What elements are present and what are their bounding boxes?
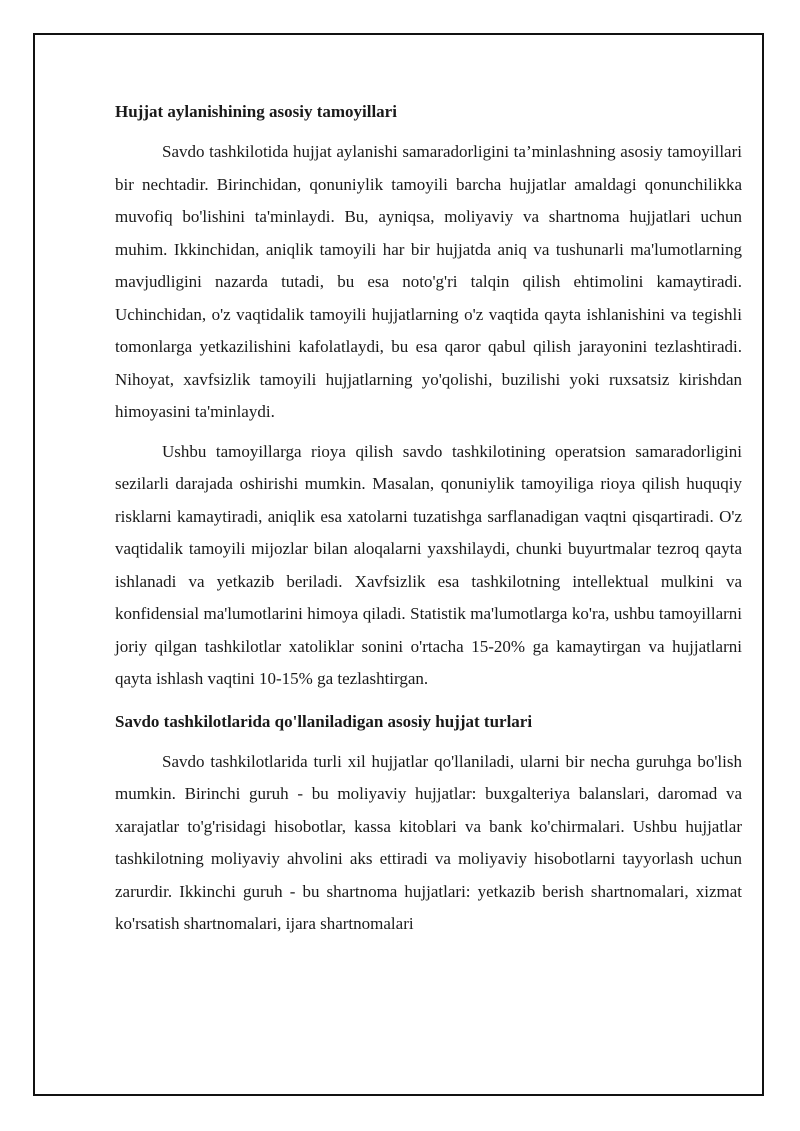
section-heading-document-types: Savdo tashkilotlarida qo'llaniladigan asosiy hujjat turlari bbox=[115, 711, 533, 731]
document-body bbox=[115, 96, 742, 948]
section-heading-principles: Hujjat aylanishining asosiy tamoyillari bbox=[115, 102, 397, 121]
paragraph: Savdo tashkilotida hujjat aylanishi samaradorligini ta’minlashning asosiy tamoyillari bir nechtadir. Birinchidan, qonuniylik tamoyili barcha hujjatlar amaldagi qonunchilikka muvofiq bo'lishini ta'minlaydi. Bu, ayniqsa, moliyaviy va shartnoma hujjatlari uchun muhim. Ikkinchidan, aniqlik tamoyili har bir hujjatda aniq va tushunarli ma'lumotlarning mavjudligini nazarda tutadi, bu esa noto'g'ri talqin qilish ehtimolini kamaytiradi. Uchinchidan, o'z vaqtidalik tamoyili hujjatlarning o'z vaqtida qayta ishlanishini va tegishli tomonlarga yetkazilishini kafolatlaydi, bu esa qaror qabul qilish jarayonini tezlashtiradi. Nihoyat, xavfsizlik tamoyili hujjatlarning yo'qolishi, buzilishi yoki ruxsatsiz kirishdan himoyasini ta'minlaydi. bbox=[115, 142, 742, 421]
paragraph: Savdo tashkilotlarida turli xil hujjatlar qo'llaniladi, ularni bir necha guruhga bo'lish mumkin. Birinchi guruh - bu moliyaviy hujjatlar: buxgalteriya balanslari, daromad va xarajatlar to'g'risidagi hisobotlar, kassa kitoblari va bank ko'chirmalari. Ushbu hujjatlar tashkilotning moliyaviy ahvolini aks ettiradi va moliyaviy hisobotlarni tayyorlash uchun zarurdir. Ikkinchi guruh - bu shartnoma hujjatlari: yetkazib berish shartnomalari, xizmat ko'rsatish shartnomalari, ijara shartnomalari bbox=[115, 751, 742, 933]
paragraph: Ushbu tamoyillarga rioya qilish savdo tashkilotining operatsion samaradorligini sezilarli darajada oshirishi mumkin. Masalan, qonuniylik tamoyiliga rioya qilish huquqiy risklarni kamaytiradi, aniqlik esa xatolarni tuzatishga sarflanadigan vaqtni qisqartiradi. O'z vaqtidalik tamoyili mijozlar bilan aloqalarni yaxshilaydi, chunki buyurtmalar tezroq qayta ishlanadi va yetkazib beriladi. Xavfsizlik esa tashkilotning intellektual mulkini va konfidensial ma'lumotlarini himoya qiladi. Statistik ma'lumotlarga ko'ra, ushbu tamoyillarni joriy qilgan tashkilotlar xatoliklar sonini o'rtacha 15-20% ga kamaytirgan va hujjatlarni qayta ishlash vaqtini 10-15% ga tezlashtirgan. bbox=[115, 441, 742, 688]
